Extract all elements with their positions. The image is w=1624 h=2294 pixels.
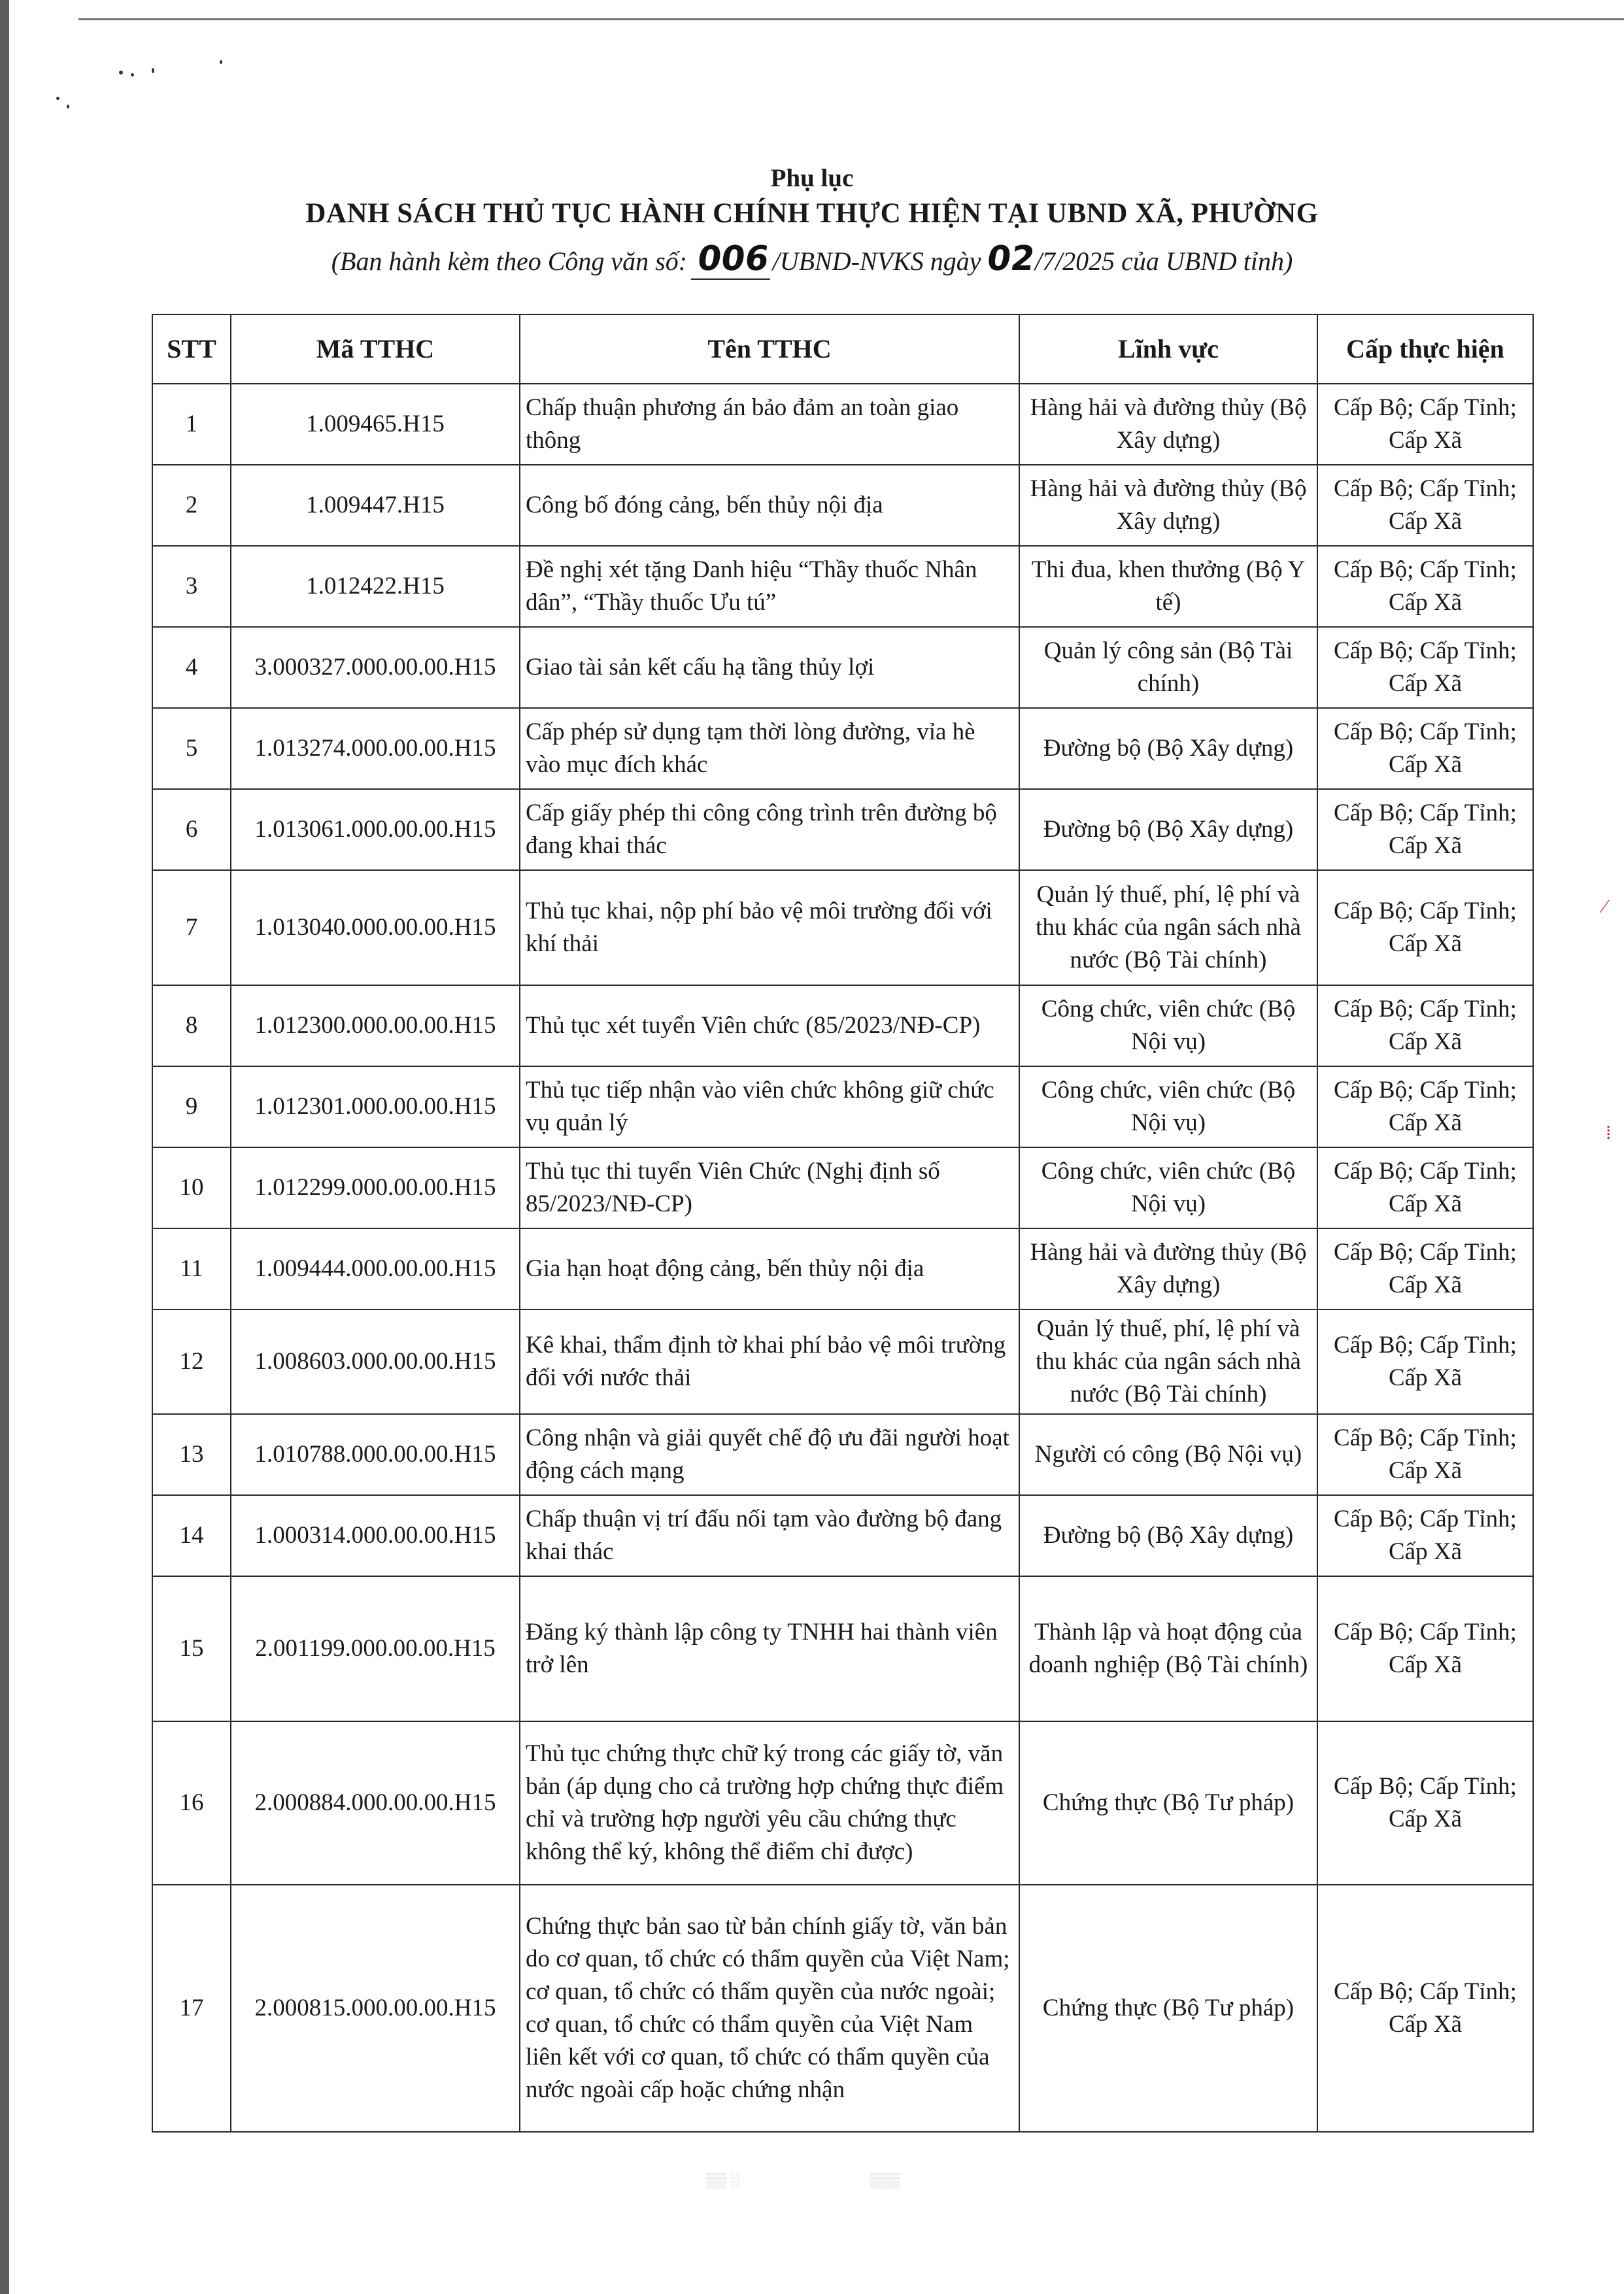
- row-code: 2.000815.000.00.00.H15: [231, 1885, 520, 2132]
- scan-speck: [131, 73, 134, 76]
- document-main-title: DANH SÁCH THỦ TỤC HÀNH CHÍNH THỰC HIỆN TẠI UBND XÃ, PHƯỜNG: [305, 198, 1319, 229]
- row-field: Quản lý công sản (Bộ Tài chính): [1019, 627, 1317, 708]
- row-code: 1.013040.000.00.00.H15: [231, 870, 520, 985]
- column-header-stt: STT: [152, 314, 231, 384]
- row-field: Hàng hải và đường thủy (Bộ Xây dựng): [1019, 465, 1317, 546]
- row-field: Đường bộ (Bộ Xây dựng): [1019, 789, 1317, 870]
- row-stt: 12: [152, 1309, 231, 1414]
- row-field: Người có công (Bộ Nội vụ): [1019, 1414, 1317, 1495]
- scan-speck: [56, 97, 59, 100]
- row-code: 3.000327.000.00.00.H15: [231, 627, 520, 708]
- handwritten-doc-day: 02: [985, 239, 1038, 278]
- row-field: Quản lý thuế, phí, lệ phí và thu khác của ngân sách nhà nước (Bộ Tài chính): [1019, 1309, 1317, 1414]
- subtitle-prefix: (Ban hành kèm theo Công văn số:: [331, 246, 688, 276]
- row-code: 1.012422.H15: [231, 546, 520, 627]
- row-level: Cấp Bộ; Cấp Tỉnh; Cấp Xã: [1317, 546, 1533, 627]
- row-level: Cấp Bộ; Cấp Tỉnh; Cấp Xã: [1317, 1495, 1533, 1576]
- row-code: 1.008603.000.00.00.H15: [231, 1309, 520, 1414]
- table-row: [152, 870, 1533, 985]
- row-stt: 2: [152, 465, 231, 546]
- subtitle-middle: /UBND-NVKS ngày: [772, 246, 981, 276]
- scan-speck: [152, 68, 154, 73]
- column-header-field: Lĩnh vực: [1019, 314, 1317, 384]
- row-field: Chứng thực (Bộ Tư pháp): [1019, 1721, 1317, 1885]
- row-field: Đường bộ (Bộ Xây dựng): [1019, 1495, 1317, 1576]
- column-header-code: Mã TTHC: [231, 314, 520, 384]
- handwritten-doc-number: 006: [691, 239, 775, 280]
- row-field: Hàng hải và đường thủy (Bộ Xây dựng): [1019, 1228, 1317, 1309]
- row-code: 2.000884.000.00.00.H15: [231, 1721, 520, 1885]
- table-row: [152, 1309, 1533, 1414]
- row-field: Quản lý thuế, phí, lệ phí và thu khác của ngân sách nhà nước (Bộ Tài chính): [1019, 870, 1317, 985]
- row-level: Cấp Bộ; Cấp Tỉnh; Cấp Xã: [1317, 1309, 1533, 1414]
- row-name: Gia hạn hoạt động cảng, bến thủy nội địa: [520, 1228, 1019, 1309]
- row-name: Giao tài sản kết cấu hạ tầng thủy lợi: [520, 627, 1019, 708]
- row-field: Chứng thực (Bộ Tư pháp): [1019, 1885, 1317, 2132]
- row-name: Thủ tục khai, nộp phí bảo vệ môi trường đối với khí thải: [520, 870, 1019, 985]
- row-stt: 15: [152, 1576, 231, 1721]
- row-field: Thi đua, khen thưởng (Bộ Y tế): [1019, 546, 1317, 627]
- row-level: Cấp Bộ; Cấp Tỉnh; Cấp Xã: [1317, 1576, 1533, 1721]
- row-name: Thủ tục xét tuyển Viên chức (85/2023/NĐ-CP): [520, 985, 1019, 1066]
- document-subtitle: [0, 239, 1624, 280]
- scan-speck: [220, 60, 222, 64]
- scan-edge-mark: ⁞: [1606, 1122, 1612, 1143]
- row-code: 1.012300.000.00.00.H15: [231, 985, 520, 1066]
- row-name: Cấp giấy phép thi công công trình trên đường bộ đang khai thác: [520, 789, 1019, 870]
- scan-speck: [67, 105, 69, 109]
- table-row: [152, 1414, 1533, 1495]
- row-name: Cấp phép sử dụng tạm thời lòng đường, vỉa hè vào mục đích khác: [520, 708, 1019, 789]
- scan-top-rule: [78, 18, 1624, 20]
- column-header-name: Tên TTHC: [520, 314, 1019, 384]
- table-row: [152, 1147, 1533, 1228]
- row-name: Chấp thuận vị trí đấu nối tạm vào đường bộ đang khai thác: [520, 1495, 1019, 1576]
- row-stt: 5: [152, 708, 231, 789]
- row-name: Đề nghị xét tặng Danh hiệu “Thầy thuốc Nhân dân”, “Thầy thuốc Ưu tú”: [520, 546, 1019, 627]
- subtitle-suffix: /7/2025 của UBND tỉnh): [1034, 246, 1293, 276]
- table-row: [152, 708, 1533, 789]
- row-code: 1.009447.H15: [231, 465, 520, 546]
- row-level: Cấp Bộ; Cấp Tỉnh; Cấp Xã: [1317, 789, 1533, 870]
- row-stt: 16: [152, 1721, 231, 1885]
- row-name: Kê khai, thẩm định tờ khai phí bảo vệ môi trường đối với nước thải: [520, 1309, 1019, 1414]
- row-stt: 17: [152, 1885, 231, 2132]
- row-field: Thành lập và hoạt động của doanh nghiệp (Bộ Tài chính): [1019, 1576, 1317, 1721]
- row-stt: 9: [152, 1066, 231, 1147]
- scan-smudge: ▒▒▒: [870, 2172, 900, 2188]
- table-row: [152, 1066, 1533, 1147]
- row-stt: 8: [152, 985, 231, 1066]
- scan-left-edge: [0, 0, 9, 2294]
- row-stt: 11: [152, 1228, 231, 1309]
- table-row: [152, 1721, 1533, 1885]
- table-row: [152, 1228, 1533, 1309]
- row-code: 1.013061.000.00.00.H15: [231, 789, 520, 870]
- row-code: 1.009465.H15: [231, 384, 520, 465]
- row-level: Cấp Bộ; Cấp Tỉnh; Cấp Xã: [1317, 384, 1533, 465]
- row-level: Cấp Bộ; Cấp Tỉnh; Cấp Xã: [1317, 627, 1533, 708]
- row-level: Cấp Bộ; Cấp Tỉnh; Cấp Xã: [1317, 1228, 1533, 1309]
- row-name: Chứng thực bản sao từ bản chính giấy tờ, văn bản do cơ quan, tổ chức có thẩm quyền của Việt Nam; cơ quan, tổ chức có thẩm quyền của nước ngoài; cơ quan, tổ chức có thẩm quyền của Việt Nam liên kết với cơ quan, tổ chức có thẩm quyền của nước ngoài cấp hoặc chứng nhận: [520, 1885, 1019, 2132]
- row-name: Thủ tục chứng thực chữ ký trong các giấy tờ, văn bản (áp dụng cho cả trường hợp chứng thực điểm chỉ và trường hợp người yêu cầu chứng thực không thể ký, không thể điểm chỉ được): [520, 1721, 1019, 1885]
- row-code: 1.009444.000.00.00.H15: [231, 1228, 520, 1309]
- scan-smudge: ▒▒ ░: [706, 2172, 741, 2188]
- row-stt: 6: [152, 789, 231, 870]
- table-row: [152, 789, 1533, 870]
- column-header-level: Cấp thực hiện: [1317, 314, 1533, 384]
- row-code: 2.001199.000.00.00.H15: [231, 1576, 520, 1721]
- row-field: Công chức, viên chức (Bộ Nội vụ): [1019, 1066, 1317, 1147]
- row-field: Đường bộ (Bộ Xây dựng): [1019, 708, 1317, 789]
- row-stt: 3: [152, 546, 231, 627]
- row-level: Cấp Bộ; Cấp Tỉnh; Cấp Xã: [1317, 1721, 1533, 1885]
- row-name: Công nhận và giải quyết chế độ ưu đãi người hoạt động cách mạng: [520, 1414, 1019, 1495]
- table-row: [152, 465, 1533, 546]
- row-level: Cấp Bộ; Cấp Tỉnh; Cấp Xã: [1317, 1066, 1533, 1147]
- row-stt: 10: [152, 1147, 231, 1228]
- row-field: Công chức, viên chức (Bộ Nội vụ): [1019, 985, 1317, 1066]
- row-stt: 4: [152, 627, 231, 708]
- table-row: [152, 384, 1533, 465]
- row-name: Thủ tục tiếp nhận vào viên chức không giữ chức vụ quản lý: [520, 1066, 1019, 1147]
- row-code: 1.010788.000.00.00.H15: [231, 1414, 520, 1495]
- row-level: Cấp Bộ; Cấp Tỉnh; Cấp Xã: [1317, 870, 1533, 985]
- row-name: Thủ tục thi tuyển Viên Chức (Nghị định số 85/2023/NĐ-CP): [520, 1147, 1019, 1228]
- row-field: Công chức, viên chức (Bộ Nội vụ): [1019, 1147, 1317, 1228]
- row-name: Công bố đóng cảng, bến thủy nội địa: [520, 465, 1019, 546]
- table-header-row: [152, 314, 1533, 384]
- row-level: Cấp Bộ; Cấp Tỉnh; Cấp Xã: [1317, 1147, 1533, 1228]
- row-stt: 7: [152, 870, 231, 985]
- row-level: Cấp Bộ; Cấp Tỉnh; Cấp Xã: [1317, 1414, 1533, 1495]
- table-row: [152, 546, 1533, 627]
- appendix-title: Phụ lục: [770, 164, 854, 192]
- table-row: [152, 1495, 1533, 1576]
- scan-edge-mark: ⁄: [1603, 896, 1607, 917]
- row-name: Đăng ký thành lập công ty TNHH hai thành viên trở lên: [520, 1576, 1019, 1721]
- row-stt: 1: [152, 384, 231, 465]
- row-level: Cấp Bộ; Cấp Tỉnh; Cấp Xã: [1317, 465, 1533, 546]
- row-name: Chấp thuận phương án bảo đảm an toàn giao thông: [520, 384, 1019, 465]
- row-level: Cấp Bộ; Cấp Tỉnh; Cấp Xã: [1317, 1885, 1533, 2132]
- table-row: [152, 1576, 1533, 1721]
- row-field: Hàng hải và đường thủy (Bộ Xây dựng): [1019, 384, 1317, 465]
- table-row: [152, 1885, 1533, 2132]
- row-code: 1.012301.000.00.00.H15: [231, 1066, 520, 1147]
- row-stt: 14: [152, 1495, 231, 1576]
- row-level: Cấp Bộ; Cấp Tỉnh; Cấp Xã: [1317, 985, 1533, 1066]
- row-code: 1.013274.000.00.00.H15: [231, 708, 520, 789]
- row-level: Cấp Bộ; Cấp Tỉnh; Cấp Xã: [1317, 708, 1533, 789]
- row-stt: 13: [152, 1414, 231, 1495]
- table-row: [152, 985, 1533, 1066]
- row-code: 1.000314.000.00.00.H15: [231, 1495, 520, 1576]
- scan-speck: [119, 71, 123, 75]
- table-row: [152, 627, 1533, 708]
- procedures-table: [152, 314, 1534, 2133]
- row-code: 1.012299.000.00.00.H15: [231, 1147, 520, 1228]
